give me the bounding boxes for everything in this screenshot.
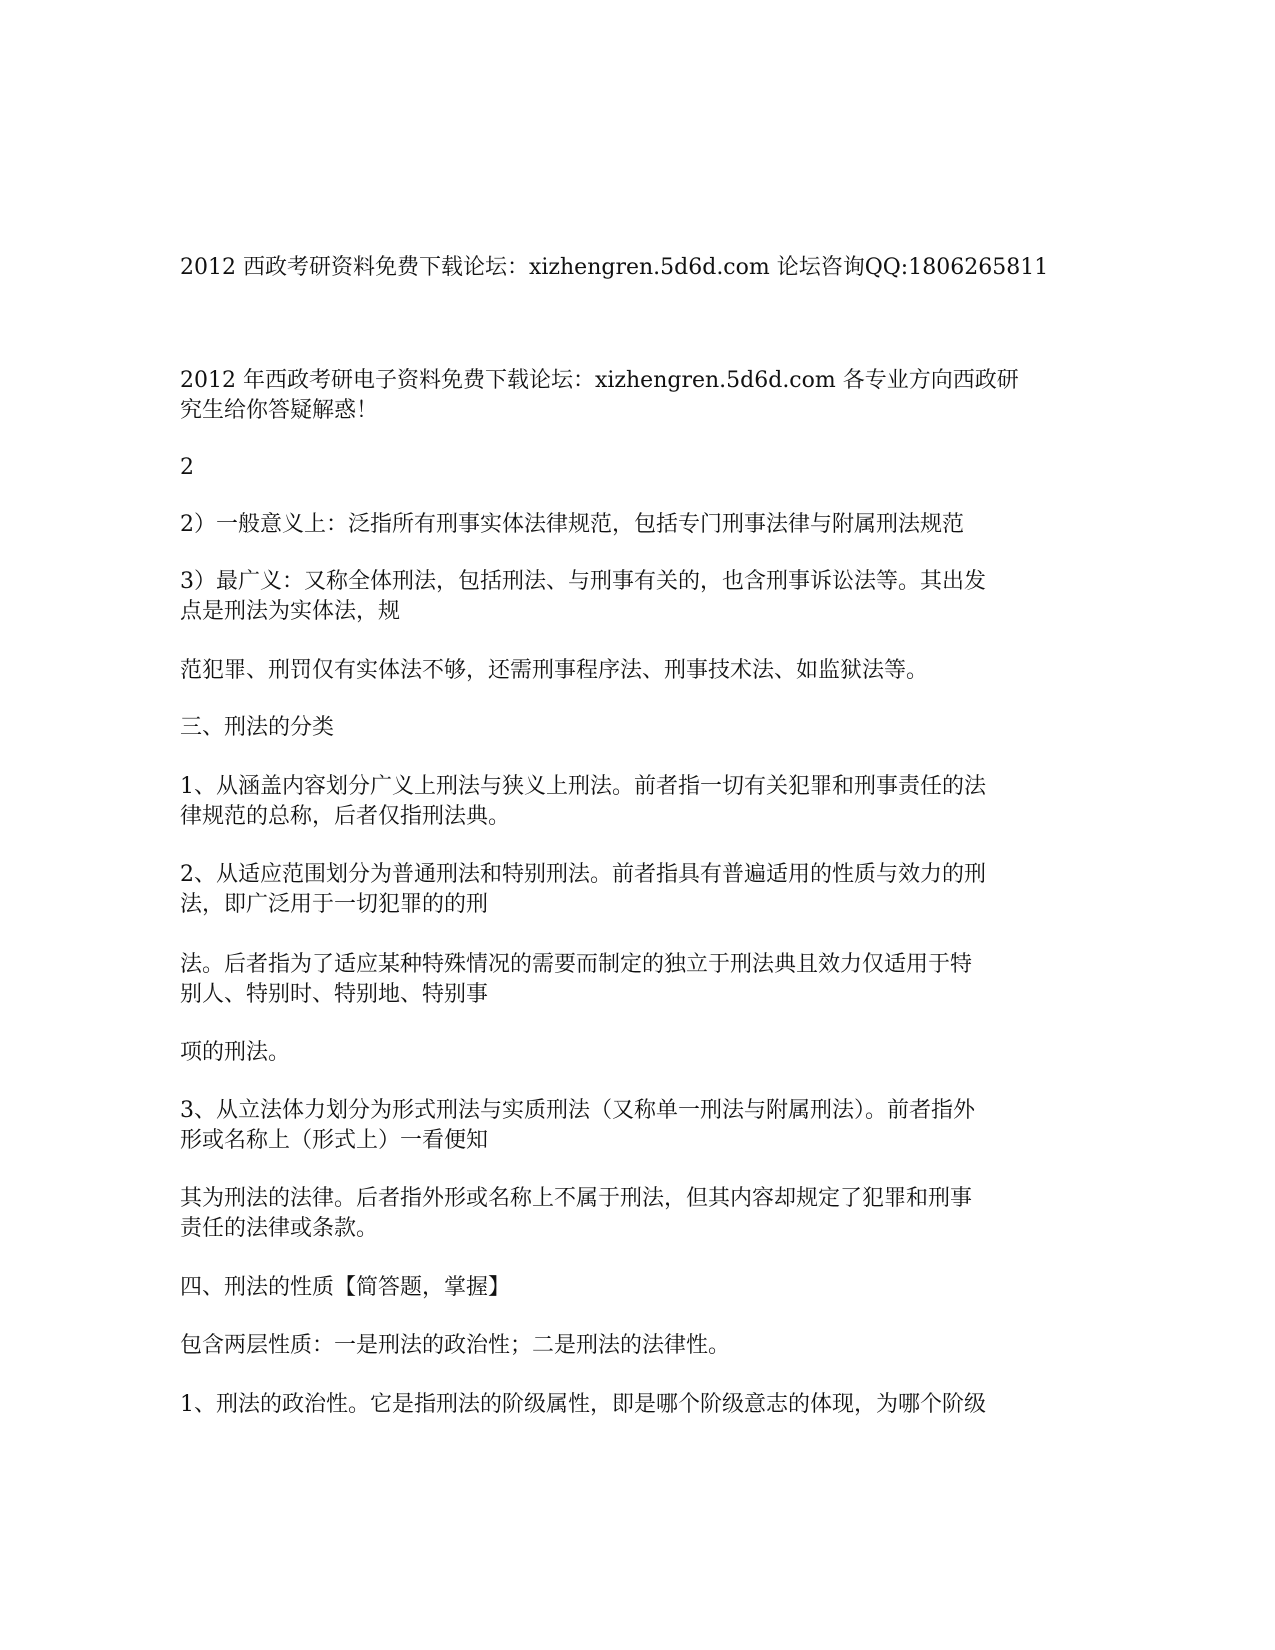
- paragraph-line: 范犯罪、刑罚仅有实体法不够，还需刑事程序法、刑事技术法、如监狱法等。: [180, 658, 929, 683]
- paragraph-line: 责任的法律或条款。: [180, 1216, 379, 1241]
- paragraph-line: 形或名称上（形式上）一看便知: [180, 1128, 489, 1153]
- paragraph-line: 包含两层性质：一是刑法的政治性；二是刑法的法律性。: [180, 1333, 731, 1358]
- header-line: 2012 西政考研资料免费下载论坛：xizhengren.5d6d.com 论坛咨询QQ:1806265811: [180, 255, 1049, 280]
- paragraph-line: 项的刑法。: [180, 1040, 291, 1065]
- paragraph-line: 法。后者指为了适应某种特殊情况的需要而制定的独立于刑法典且效力仅适用于特: [180, 952, 973, 977]
- paragraph-line: 律规范的总称，后者仅指刑法典。: [180, 804, 511, 829]
- paragraph-line: 法，即广泛用于一切犯罪的的刑: [180, 892, 489, 917]
- paragraph-line: 其为刑法的法律。后者指外形或名称上不属于刑法，但其内容却规定了犯罪和刑事: [180, 1186, 973, 1211]
- paragraph-line: 别人、特别时、特别地、特别事: [180, 982, 489, 1007]
- paragraph-line: 1、从涵盖内容划分广义上刑法与狭义上刑法。前者指一切有关犯罪和刑事责任的法: [180, 774, 986, 799]
- paragraph-line: 1、刑法的政治性。它是指刑法的阶级属性，即是哪个阶级意志的体现，为哪个阶级: [180, 1392, 986, 1417]
- section-heading: 四、刑法的性质【简答题，掌握】: [180, 1275, 511, 1300]
- banner-line-1: 2012 年西政考研电子资料免费下载论坛：xizhengren.5d6d.com 各专业方向西政研: [180, 368, 1019, 393]
- paragraph-line: 2、从适应范围划分为普通刑法和特别刑法。前者指具有普遍适用的性质与效力的刑: [180, 862, 986, 887]
- paragraph-line: 2）一般意义上：泛指所有刑事实体法律规范，包括专门刑事法律与附属刑法规范: [180, 512, 964, 537]
- section-heading: 三、刑法的分类: [180, 715, 335, 740]
- page-number: 2: [180, 455, 194, 480]
- paragraph-line: 3）最广义：又称全体刑法，包括刑法、与刑事有关的，也含刑事诉讼法等。其出发: [180, 569, 986, 594]
- paragraph-line: 3、从立法体力划分为形式刑法与实质刑法（又称单一刑法与附属刑法）。前者指外: [180, 1098, 975, 1123]
- banner-line-2: 究生给你答疑解惑！: [180, 398, 379, 423]
- paragraph-line: 点是刑法为实体法，规: [180, 599, 401, 624]
